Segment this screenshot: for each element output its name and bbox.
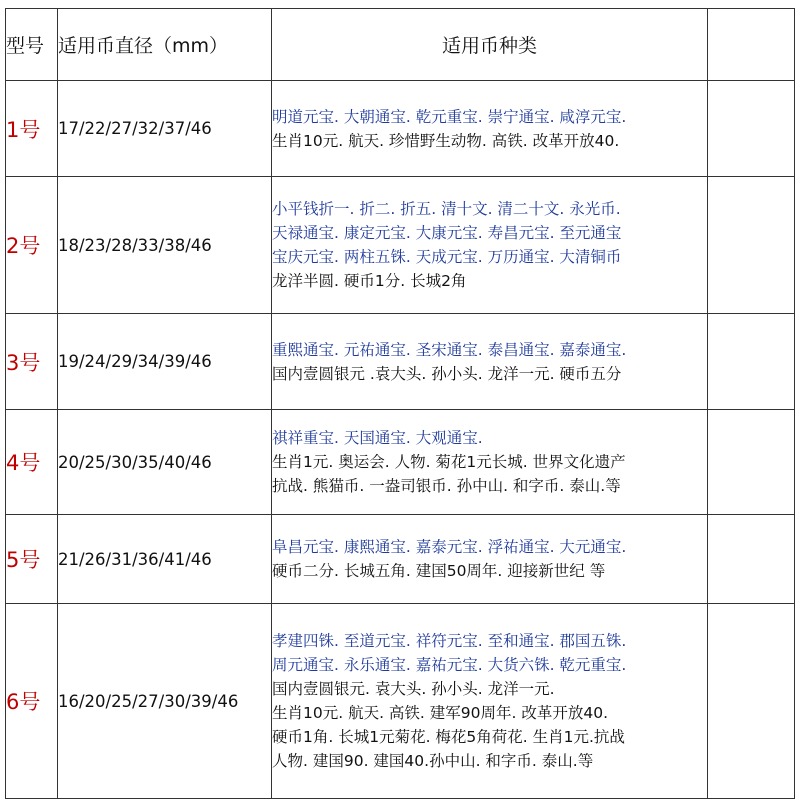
- model-cell: 2号: [6, 177, 58, 314]
- model-cell: 3号: [6, 314, 58, 410]
- header-blank: [708, 9, 795, 81]
- coin-types-line: 国内壹圆银元. 袁大头. 孙小头. 龙洋一元.: [272, 680, 555, 698]
- model-cell: 4号: [6, 410, 58, 515]
- diameter-cell: 17/22/27/32/37/46: [58, 81, 272, 177]
- header-model: 型号: [6, 9, 58, 81]
- coin-types-cell: [272, 410, 708, 515]
- coin-types-line: 龙洋半圆. 硬币1分. 长城2角: [272, 272, 467, 290]
- table-row: [6, 410, 795, 515]
- coin-types-line: 硬币1角. 长城1元菊花. 梅花5角荷花. 生肖1元.抗战: [272, 728, 625, 746]
- coin-types-line: 抗战. 熊猫币. 一盎司银币. 孙中山. 和字币. 泰山.等: [272, 477, 621, 495]
- coin-size-table: [5, 8, 795, 799]
- blank-cell: [708, 604, 795, 799]
- coin-types-line: 生肖10元. 航天. 珍惜野生动物. 高铁. 改革开放40.: [272, 131, 620, 150]
- header-diameter: 适用币直径（mm）: [58, 9, 272, 81]
- coin-types-line: 重熙通宝. 元祐通宝. 圣宋通宝. 泰昌通宝. 嘉泰通宝.: [272, 340, 627, 359]
- coin-types-cell: [272, 314, 708, 410]
- coin-types-line: 阜昌元宝. 康熙通宝. 嘉泰元宝. 浮祐通宝. 大元通宝.: [272, 538, 627, 556]
- model-cell: 1号: [6, 81, 58, 177]
- table-row: [6, 314, 795, 410]
- coin-types-cell: [272, 515, 708, 604]
- diameter-cell: 21/26/31/36/41/46: [58, 515, 272, 604]
- blank-cell: [708, 314, 795, 410]
- header-row: [6, 9, 795, 81]
- model-cell: 5号: [6, 515, 58, 604]
- coin-types-cell: [272, 81, 708, 177]
- coin-types-line: 人物. 建国90. 建国40.孙中山. 和字币. 泰山.等: [272, 752, 594, 770]
- coin-types-line: 小平钱折一. 折二. 折五. 清十文. 清二十文. 永光币.: [272, 200, 621, 218]
- coin-types-line: 天禄通宝. 康定元宝. 大康元宝. 寿昌元宝. 至元通宝: [272, 224, 622, 242]
- coin-types-line: 祺祥重宝. 天国通宝. 大观通宝.: [272, 429, 483, 447]
- diameter-cell: 16/20/25/27/30/39/46: [58, 604, 272, 799]
- coin-types-line: 孝建四铢. 至道元宝. 祥符元宝. 至和通宝. 郡国五铢.: [272, 632, 627, 650]
- diameter-cell: 19/24/29/34/39/46: [58, 314, 272, 410]
- coin-types-line: 周元通宝. 永乐通宝. 嘉祐元宝. 大货六铢. 乾元重宝.: [272, 656, 627, 674]
- blank-cell: [708, 410, 795, 515]
- coin-types-cell: [272, 604, 708, 799]
- coin-types-line: 国内壹圆银元 .袁大头. 孙小头. 龙洋一元. 硬币五分: [272, 364, 622, 383]
- coin-types-line: 生肖1元. 奥运会. 人物. 菊花1元长城. 世界文化遗产: [272, 453, 626, 471]
- coin-types-cell: [272, 177, 708, 314]
- coin-types-line: 硬币二分. 长城五角. 建国50周年. 迎接新世纪 等: [272, 562, 606, 580]
- model-cell: 6号: [6, 604, 58, 799]
- diameter-cell: 18/23/28/33/38/46: [58, 177, 272, 314]
- table-row: [6, 177, 795, 314]
- table-row: [6, 81, 795, 177]
- blank-cell: [708, 81, 795, 177]
- blank-cell: [708, 515, 795, 604]
- diameter-cell: 20/25/30/35/40/46: [58, 410, 272, 515]
- table-row: [6, 515, 795, 604]
- table-row: [6, 604, 795, 799]
- header-coin-types: 适用币种类: [272, 9, 708, 81]
- coin-types-line: 生肖10元. 航天. 高铁. 建军90周年. 改革开放40.: [272, 704, 609, 722]
- blank-cell: [708, 177, 795, 314]
- coin-types-line: 明道元宝. 大朝通宝. 乾元重宝. 崇宁通宝. 咸淳元宝.: [272, 107, 627, 126]
- coin-types-line: 宝庆元宝. 两柱五铢. 天成元宝. 万历通宝. 大清铜币: [272, 248, 622, 266]
